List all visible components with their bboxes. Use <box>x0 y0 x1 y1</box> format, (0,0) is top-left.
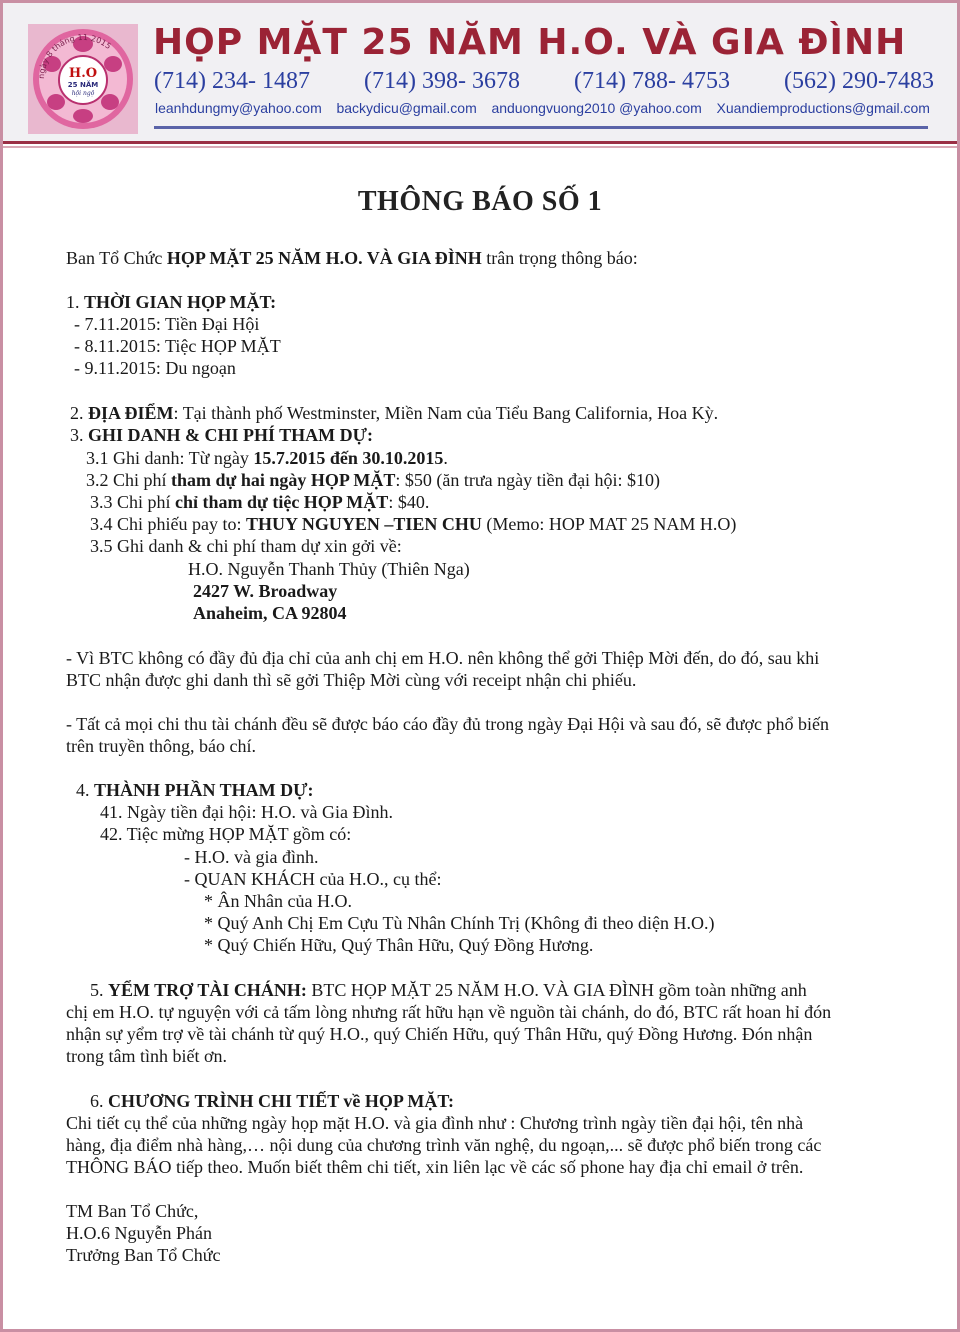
letterhead-title: HỌP MẶT 25 NĂM H.O. VÀ GIA ĐÌNH <box>153 22 907 63</box>
phone-number: (714) 788- 4753 <box>574 68 730 94</box>
note-paragraph: - Tất cả mọi chi thu tài chánh đều sẽ được báo cáo đầy đủ trong ngày Đại Hội và sau đó, sẽ được phổ biến <box>66 714 830 734</box>
note-paragraph: - Vì BTC không có đầy đủ địa chỉ của anh chị em H.O. nên không thể gởi Thiệp Mời đến, do đó, sau khi <box>66 648 820 668</box>
payee-name: THUY NGUYEN –TIEN CHU <box>246 514 482 534</box>
attendee-item: 42. Tiệc mừng HỌP MẶT gồm có: <box>100 824 352 844</box>
paragraph-line: Chi tiết cụ thể của những ngày họp mặt H.O. và gia đình như : Chương trình ngày tiền đại hội, tên nhà <box>66 1113 804 1133</box>
section-heading: THÀNH PHẦN THAM DỰ: <box>94 780 314 800</box>
logo-reunion-text: hội ngộ <box>71 90 95 97</box>
registration-item <box>86 447 448 469</box>
paragraph-line: trong tâm tình biết ơn. <box>66 1046 227 1066</box>
reunion-logo <box>28 24 138 134</box>
header-divider <box>3 141 957 144</box>
note-paragraph: trên truyền thông, báo chí. <box>66 736 256 756</box>
attendee-item: 41. Ngày tiền đại hội: H.O. và Gia Đình. <box>100 802 393 822</box>
attendee-subitem: - H.O. và gia đình. <box>184 847 319 867</box>
notice-title: THÔNG BÁO SỐ 1 <box>357 186 603 217</box>
intro-text: Ban Tổ Chức <box>66 248 167 268</box>
signature-name: H.O.6 Nguyễn Phán <box>66 1223 212 1243</box>
section-heading: CHƯƠNG TRÌNH CHI TIẾT về HỌP MẶT: <box>108 1091 455 1111</box>
phone-number: (562) 290-7483 <box>784 68 934 94</box>
item-text-end: . <box>443 448 448 468</box>
section-1-heading <box>66 291 276 313</box>
schedule-item: - 7.11.2015: Tiền Đại Hội <box>74 314 260 334</box>
payee-item <box>90 513 736 535</box>
email-address: backydicu@gmail.com <box>336 100 477 116</box>
item-text-end: : $40. <box>388 492 430 512</box>
section-heading: YỂM TRỢ TÀI CHÁNH: <box>108 980 307 1000</box>
address-city: Anaheim, CA 92804 <box>193 603 347 623</box>
section-heading: ĐỊA ĐIỂM <box>88 403 174 423</box>
header-divider-thin <box>3 146 957 148</box>
email-address: anduongvuong2010 @yahoo.com <box>491 100 702 116</box>
phone-number: (714) 398- 3678 <box>364 68 520 94</box>
paragraph-line: hàng, địa điểm nhà hàng,… nội dung của chương trình văn nghệ, du ngoạn,... sẽ được phổ biến trong các <box>66 1135 822 1155</box>
item-text-end: : $50 (ăn trưa ngày tiền đại hội: $10) <box>395 470 661 490</box>
address-street: 2427 W. Broadway <box>193 581 338 601</box>
schedule-item: - 8.11.2015: Tiệc HỌP MẶT <box>74 336 281 356</box>
section-2-line <box>70 402 718 424</box>
section-3-heading <box>70 424 373 446</box>
item-emphasis: chỉ tham dự tiệc HỌP MẶT <box>175 492 389 512</box>
email-list <box>155 100 930 116</box>
section-number: 6. <box>90 1091 108 1111</box>
section-number: 5. <box>90 980 108 1000</box>
location-text: : Tại thành phố Westminster, Miền Nam của Tiểu Bang California, Hoa Kỳ. <box>173 403 719 423</box>
fee-item <box>90 491 429 513</box>
fee-item <box>86 469 660 491</box>
logo-ho-text: H.O <box>68 66 98 81</box>
note-paragraph: BTC nhận được ghi danh thì sẽ gởi Thiệp Mời cùng với receipt nhận chi phiếu. <box>66 670 637 690</box>
section-6-heading <box>90 1090 454 1112</box>
signature-title: Trưởng Ban Tổ Chức <box>66 1245 221 1265</box>
logo-ring-text: ngày 8 tháng 11 2015 <box>36 32 113 80</box>
section-4-heading <box>76 779 314 801</box>
letterhead-underline <box>154 126 928 129</box>
signature-line: TM Ban Tổ Chức, <box>66 1201 199 1221</box>
email-address: Xuandiemproductions@gmail.com <box>716 100 930 116</box>
address-name: H.O. Nguyễn Thanh Thủy (Thiên Nga) <box>188 559 470 579</box>
paragraph-line: THÔNG BÁO tiếp theo. Muốn biết thêm chi tiết, xin liên lạc về các số phone hay địa chỉ email ở trên. <box>66 1157 804 1177</box>
event-name: HỌP MẶT 25 NĂM H.O. VÀ GIA ĐÌNH <box>166 248 482 268</box>
item-emphasis: tham dự hai ngày HỌP MẶT <box>171 470 396 490</box>
guest-item: * Quý Chiến Hữu, Quý Thân Hữu, Quý Đồng Hương. <box>204 935 594 955</box>
logo-years-text: 25 NĂM <box>67 81 99 89</box>
email-address: leanhdungmy@yahoo.com <box>155 100 322 116</box>
item-text: 3.2 Chi phí <box>86 470 172 490</box>
phone-number: (714) 234- 1487 <box>154 68 310 94</box>
guest-item: * Ân Nhân của H.O. <box>204 891 352 911</box>
paragraph-line: nhận sự yểm trợ về tài chánh từ quý H.O., quý Chiến Hữu, quý Thân Hữu, quý Đồng Hương. Đón nhận <box>66 1024 813 1044</box>
section-heading: THỜI GIAN HỌP MẶT: <box>84 292 277 312</box>
guest-item: * Quý Anh Chị Em Cựu Tù Nhân Chính Trị (Không đi theo diện H.O.) <box>204 913 715 933</box>
section-number: 1. <box>66 292 84 312</box>
section-heading: GHI DANH & CHI PHÍ THAM DỰ: <box>88 425 373 445</box>
item-text: 3.4 Chi phiếu pay to: <box>90 514 246 534</box>
schedule-item: - 9.11.2015: Du ngoạn <box>74 358 236 378</box>
section-number: 2. <box>70 403 88 423</box>
item-text: 3.3 Chi phí <box>90 492 176 512</box>
item-text: 3.1 Ghi danh: Từ ngày <box>86 448 254 468</box>
date-range: 15.7.2015 đến 30.10.2015 <box>253 448 444 468</box>
memo-text: (Memo: HOP MAT 25 NAM H.O) <box>481 514 737 534</box>
section-5-line <box>90 979 807 1001</box>
section-number: 3. <box>70 425 88 445</box>
attendee-subitem: - QUAN KHÁCH của H.O., cụ thể: <box>184 869 442 889</box>
mail-to-item: 3.5 Ghi danh & chi phí tham dự xin gởi về: <box>90 536 402 556</box>
phone-list <box>154 68 934 95</box>
paragraph-line: chị em H.O. tự nguyện với cả tấm lòng nhưng rất hữu hạn về nguồn tài chánh, do đó, BTC rất hoan hỉ đón <box>66 1002 832 1022</box>
paragraph-text: BTC HỌP MẶT 25 NĂM H.O. VÀ GIA ĐÌNH gồm toàn những anh <box>306 980 807 1000</box>
intro-text-end: trân trọng thông báo: <box>481 248 638 268</box>
section-number: 4. <box>76 780 94 800</box>
intro-line <box>66 247 638 269</box>
